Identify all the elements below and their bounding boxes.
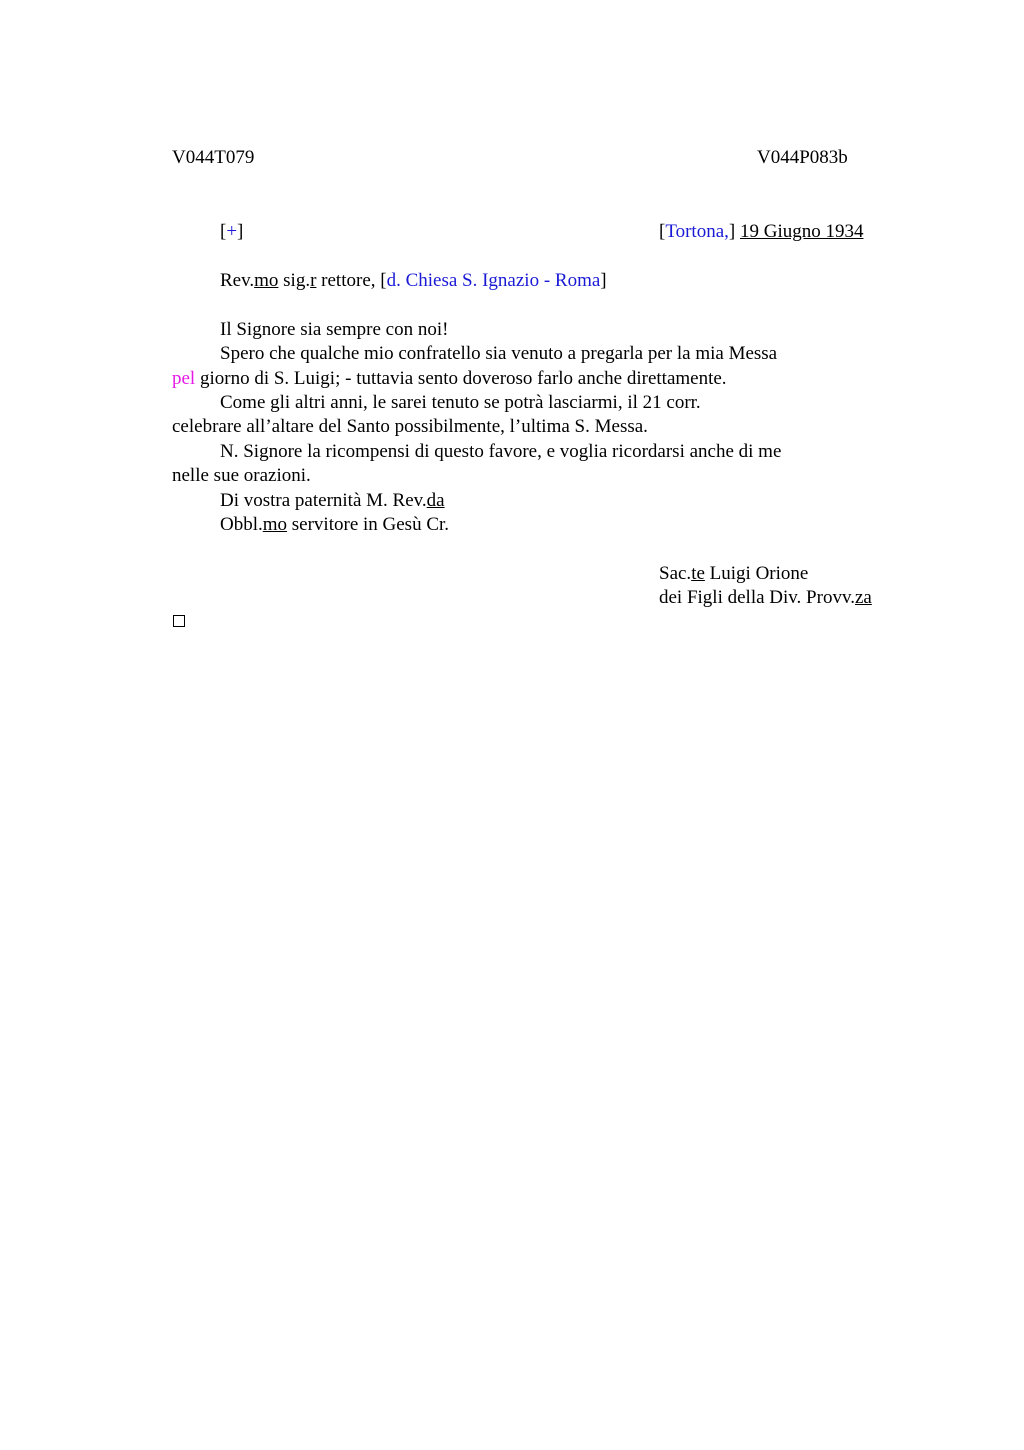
signature-text: Sac.	[659, 563, 692, 584]
body-line-4: Come gli altri anni, le sarei tenuto se potrà lasciarmi, il 21 corr.	[220, 392, 701, 413]
cross-symbol: +	[226, 221, 238, 242]
sig-superscript: r	[310, 270, 317, 291]
closing-text: Obbl.	[220, 514, 263, 535]
bracket-close: ]	[237, 221, 244, 242]
document-code-right: V044P083b	[757, 147, 848, 168]
salutation	[220, 269, 607, 293]
letter-date: 19 Giugno 1934	[739, 221, 864, 242]
body-line-7: nelle sue orazioni.	[172, 465, 311, 486]
highlighted-word: pel	[172, 368, 196, 389]
body-line-5: celebrare all’altare del Santo possibilmente, l’ultima S. Messa.	[172, 416, 648, 437]
addressee: d. Chiesa S. Ignazio - Roma	[386, 270, 601, 291]
signature-line-2	[659, 586, 872, 610]
closing-superscript: mo	[262, 514, 288, 535]
bracket-open: [	[659, 221, 666, 242]
rettore-text: rettore,	[316, 270, 381, 291]
dateline	[659, 220, 863, 244]
signature-line-1	[659, 562, 808, 586]
rev-abbrev: Rev.	[220, 270, 255, 291]
document-code-left: V044T079	[172, 147, 255, 168]
body-line-1: Il Signore sia sempre con noi!	[220, 319, 449, 340]
closing-text-rest: servitore in Gesù Cr.	[287, 514, 450, 535]
closing-text: Di vostra paternità M. Rev.	[220, 490, 427, 511]
place-name: Tortona,	[665, 221, 729, 242]
signature-superscript: za	[854, 587, 872, 608]
end-square-icon	[173, 615, 185, 627]
body-line-2: Spero che qualche mio confratello sia venuto a pregarla per la mia Messa	[220, 343, 778, 364]
closing-line-2	[220, 513, 449, 537]
body-line-3-text: giorno di S. Luigi; - tuttavia sento doveroso farlo anche direttamente.	[195, 368, 727, 389]
bracket-open: [	[380, 270, 387, 291]
closing-superscript: da	[426, 490, 445, 511]
cross-mark	[220, 220, 243, 244]
rev-superscript: mo	[254, 270, 279, 291]
bracket-open: [	[220, 221, 227, 242]
signature-text: dei Figli della Div. Provv.	[659, 587, 855, 608]
closing-line-1	[220, 489, 445, 513]
body-line-3	[172, 367, 727, 391]
signature-superscript: te	[691, 563, 705, 584]
bracket-close: ]	[600, 270, 607, 291]
bracket-close: ]	[728, 221, 736, 242]
body-line-6: N. Signore la ricompensi di questo favore, e voglia ricordarsi anche di me	[220, 441, 782, 462]
signature-name: Luigi Orione	[704, 563, 809, 584]
sig-abbrev: sig.	[278, 270, 311, 291]
